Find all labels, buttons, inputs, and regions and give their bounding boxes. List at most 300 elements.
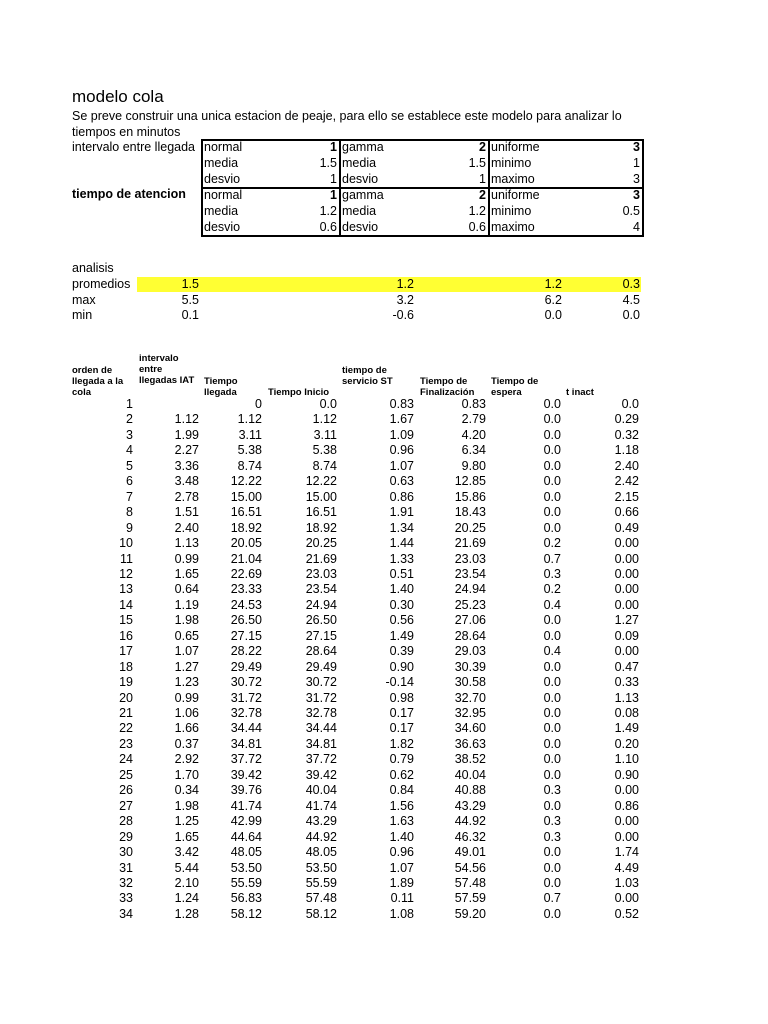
table-cell: 0.00 [614,582,639,597]
table-cell: 1.12 [174,412,199,427]
table-cell: 8 [126,505,133,520]
table-cell: 0.0 [543,659,561,674]
table-cell: 43.29 [305,814,337,829]
table-cell: 58.12 [305,906,337,921]
table-cell: 0.30 [389,597,414,612]
table-cell: 15.00 [230,489,262,504]
table-cell: 39.42 [305,767,337,782]
analysis-value: 1.2 [544,277,562,291]
table-cell: 16.51 [305,505,337,520]
table-cell: 0.0 [543,427,561,442]
table-cell: 0.37 [174,736,199,751]
table-cell: 3.11 [238,427,262,442]
table-cell: 0.0 [543,628,561,643]
table-cell: 0.96 [389,845,414,860]
table-row [0,768,768,784]
table-row [0,799,768,815]
table-cell: 8.74 [312,458,337,473]
table-row [0,721,768,737]
param-value: 1 [330,188,337,202]
table-cell: 41.74 [230,798,262,813]
table-row [0,536,768,552]
table-cell: 0.0 [543,798,561,813]
table-cell: 28.64 [454,628,486,643]
table-cell: 0.0 [543,412,561,427]
param-value: 4 [633,220,640,234]
param-name: minimo [491,156,532,170]
table-cell: 0.98 [389,690,414,705]
table-cell: 0.0 [543,690,561,705]
table-cell: 34.44 [305,721,337,736]
table-cell: 32.95 [454,706,486,720]
table-row [0,397,768,413]
table-cell: 1.07 [389,860,414,875]
table-cell: 1.98 [174,798,199,813]
param-value: 3 [633,172,640,186]
table-row [0,412,768,428]
table-cell: 55.59 [230,875,262,890]
service-label: tiempo de atencion [72,187,186,201]
param-name: minimo [491,204,532,218]
table-cell: 0.34 [174,783,199,798]
param-value: 3 [633,140,640,154]
table-cell: 2.10 [174,875,199,890]
column-header: intervalo entre llegadas IAT [139,353,195,386]
table-cell: 1.10 [614,752,639,767]
param-value: 2 [479,188,486,202]
table-cell: 32 [119,875,133,890]
table-cell: 1.65 [174,566,199,581]
table-cell: 1 [126,397,133,411]
table-cell: 48.05 [230,845,262,860]
param-name: media [342,204,377,218]
param-value: 0.6 [468,220,486,234]
table-cell: 20.25 [454,520,486,535]
table-cell: 0.79 [389,752,414,767]
table-cell: 2.40 [614,458,639,473]
table-cell: 23.54 [305,582,337,597]
table-cell: 30.39 [454,659,486,674]
table-cell: 27 [119,798,133,813]
table-row [0,907,768,923]
param-value: 1 [479,172,486,186]
param-name: media [342,156,377,170]
table-row [0,582,768,598]
table-cell: 15 [119,613,133,628]
table-cell: 2 [126,412,133,427]
table-cell: 3.42 [174,845,199,860]
table-row [0,428,768,444]
table-cell: 0.0 [543,875,561,890]
table-cell: 0.00 [614,891,639,906]
table-cell: 3.36 [174,458,199,473]
table-cell: 0.39 [389,644,414,659]
param-name: desvio [204,220,241,234]
table-cell: 1.74 [614,845,639,860]
param-name: normal [204,188,243,202]
table-cell: 1.67 [389,412,414,427]
table-cell: -0.14 [385,675,414,690]
column-header: Tiempo de espera [491,376,539,398]
table-cell: 0.00 [614,783,639,798]
table-cell: 27.06 [454,613,486,628]
table-row [0,752,768,768]
table-cell: 0.99 [174,690,199,705]
table-cell: 1.03 [614,875,639,890]
table-cell: 12.22 [305,474,337,489]
table-cell: 23 [119,736,133,751]
table-cell: 48.05 [305,845,337,860]
table-cell: 0.65 [174,628,199,643]
table-cell: 0.90 [614,767,639,782]
analysis-row-label: max [72,292,96,307]
table-cell: 0.49 [614,520,639,535]
table-cell: 1.40 [389,582,414,597]
table-cell: 0.86 [614,798,639,813]
table-cell: 2.92 [174,752,199,767]
param-value: 1.5 [319,156,337,170]
table-cell: 1.25 [174,814,199,829]
table-cell: 3 [126,427,133,442]
analysis-value: 4.5 [622,292,640,307]
analysis-value: -0.6 [392,308,414,322]
table-cell: 0.0 [543,489,561,504]
table-cell: 1.49 [389,628,414,643]
table-cell: 0.0 [543,706,561,720]
table-cell: 34.81 [230,736,262,751]
table-row [0,891,768,907]
table-cell: 0.3 [543,566,561,581]
table-cell: 26.50 [230,613,262,628]
table-cell: 2.79 [461,412,486,427]
table-cell: 5 [126,458,133,473]
table-row [0,876,768,892]
table-cell: 1.09 [389,427,414,442]
table-cell: 0.2 [543,536,561,551]
table-cell: 1.70 [174,767,199,782]
table-cell: 0.0 [543,675,561,690]
param-value: 0.5 [622,204,640,218]
table-cell: 0.4 [543,644,561,659]
analysis-value: 0.0 [622,308,640,322]
table-cell: 0.99 [174,551,199,566]
table-cell: 53.50 [305,860,337,875]
table-cell: 15.00 [305,489,337,504]
table-cell: 0.7 [543,891,561,906]
table-cell: 1.51 [174,505,199,520]
table-cell: 0.63 [389,474,414,489]
table-cell: 24.94 [454,582,486,597]
analysis-value: 5.5 [181,292,199,307]
table-cell: 0.3 [543,814,561,829]
table-cell: 0.0 [543,736,561,751]
table-cell: 40.88 [454,783,486,798]
table-cell: 24 [119,752,133,767]
table-cell: 31.72 [230,690,262,705]
table-cell: 0.00 [614,597,639,612]
table-cell: 30.72 [230,675,262,690]
table-cell: 46.32 [454,829,486,844]
table-cell: 0.4 [543,597,561,612]
table-cell: 15.86 [454,489,486,504]
table-cell: 1.91 [389,505,414,520]
column-header: Tiempo de Finalización [420,376,475,398]
table-cell: 1.33 [389,551,414,566]
table-cell: 1.82 [389,736,414,751]
table-row [0,505,768,521]
table-cell: 56.83 [230,891,262,906]
table-cell: 55.59 [305,875,337,890]
table-cell: 0.0 [543,721,561,736]
table-cell: 34.60 [454,721,486,736]
table-cell: 16 [119,628,133,643]
table-cell: 58.12 [230,906,262,921]
table-cell: 20.05 [230,536,262,551]
table-cell: 57.48 [454,875,486,890]
table-cell: 0.2 [543,582,561,597]
table-cell: 38.52 [454,752,486,767]
table-cell: 21.04 [230,551,262,566]
table-cell: 20 [119,690,133,705]
table-cell: 0.0 [543,752,561,767]
table-cell: 1.07 [389,458,414,473]
table-cell: 4.49 [614,860,639,875]
table-cell: 0.56 [389,613,414,628]
table-cell: 57.59 [454,891,486,906]
table-cell: 6 [126,474,133,489]
param-name: maximo [491,220,535,234]
param-name: uniforme [491,188,540,202]
table-cell: 0.90 [389,659,414,674]
param-name: desvio [342,220,379,234]
table-cell: 23.03 [305,566,337,581]
table-cell: 10 [119,536,133,551]
analysis-label: analisis [72,261,114,275]
table-cell: 0.0 [543,505,561,520]
table-cell: 0.11 [390,891,414,906]
analysis-value: 0.1 [181,308,199,322]
table-cell: 40.04 [305,783,337,798]
table-row [0,830,768,846]
table-cell: 20.25 [305,536,337,551]
description-units: tiempos en minutos [72,125,181,139]
param-name: gamma [342,188,384,202]
table-cell: 0.64 [174,582,199,597]
table-cell: 1.28 [174,906,199,921]
analysis-value: 0.3 [622,277,640,291]
table-cell: 2.42 [614,474,639,489]
column-header: orden de llegada a la cola [72,365,124,398]
table-row [0,814,768,830]
table-cell: 0.0 [543,613,561,628]
arrival-label: intervalo entre llegada [72,140,195,154]
table-cell: 3.11 [313,427,337,442]
table-cell: 4.20 [461,427,486,442]
param-name: media [204,156,239,170]
table-row [0,598,768,614]
table-cell: 0.3 [543,783,561,798]
param-value: 1 [330,140,337,154]
table-cell: 1.44 [389,536,414,551]
table-cell: 1.34 [389,520,414,535]
table-cell: 27.15 [230,628,262,643]
table-cell: 44.92 [454,814,486,829]
table-row [0,691,768,707]
table-row [0,490,768,506]
table-cell: 34 [119,906,133,921]
table-row [0,552,768,568]
table-cell: 59.20 [454,906,486,921]
table-cell: 9.80 [461,458,486,473]
table-cell: 30 [119,845,133,860]
table-cell: 28.64 [305,644,337,659]
table-row [0,861,768,877]
table-cell: 1.65 [174,829,199,844]
table-cell: 5.38 [237,443,262,458]
table-cell: 32.78 [305,706,337,720]
table-cell: 1.08 [389,906,414,921]
analysis-value: 6.2 [544,292,562,307]
table-row [0,845,768,861]
table-cell: 1.89 [389,875,414,890]
table-cell: 0.09 [614,628,639,643]
table-cell: 40.04 [454,767,486,782]
table-cell: 39.76 [230,783,262,798]
table-row [0,459,768,475]
param-value: 2 [479,140,486,154]
table-cell: 0.84 [389,783,414,798]
table-cell: 22.69 [230,566,262,581]
table-cell: 30.58 [454,675,486,690]
table-cell: 23.33 [230,582,262,597]
table-cell: 0.86 [389,489,414,504]
table-cell: 4 [126,443,133,458]
table-cell: 29.49 [305,659,337,674]
table-cell: 30.72 [305,675,337,690]
table-cell: 1.99 [174,427,199,442]
table-cell: 1.13 [614,690,639,705]
description: Se preve construir una unica estacion de peaje, para ello se establece este modelo para analizar lo [72,109,622,123]
table-cell: 1.49 [614,721,639,736]
table-cell: 39.42 [230,767,262,782]
table-cell: 0.29 [614,412,639,427]
table-cell: 1.24 [174,891,199,906]
table-cell: 2.27 [174,443,199,458]
table-cell: 8.74 [237,458,262,473]
table-cell: 0.0 [319,397,337,411]
column-header: tiempo de servicio ST [342,365,393,387]
table-row [0,644,768,660]
table-cell: 24.53 [230,597,262,612]
table-cell: 57.48 [305,891,337,906]
table-cell: 1.66 [174,721,199,736]
param-value: 1 [330,172,337,186]
column-header: Tiempo llegada [204,376,238,398]
table-cell: 0.0 [543,906,561,921]
param-value: 0.6 [319,220,337,234]
table-cell: 1.12 [312,412,337,427]
table-cell: 42.99 [230,814,262,829]
table-cell: 2.40 [174,520,199,535]
param-name: media [204,204,239,218]
param-value: 1.5 [468,156,486,170]
analysis-value: 1.5 [181,277,199,291]
table-cell: 18.43 [454,505,486,520]
analysis-value: 0.0 [544,308,562,322]
table-cell: 0.0 [543,860,561,875]
table-cell: 1.27 [614,613,639,628]
analysis-value: 1.2 [396,277,414,291]
table-cell: 0.62 [389,767,414,782]
table-cell: 28 [119,814,133,829]
table-cell: 23.54 [454,566,486,581]
table-cell: 7 [126,489,133,504]
table-cell: 44.64 [230,829,262,844]
table-cell: 13 [119,582,133,597]
table-cell: 32.78 [230,706,262,720]
table-cell: 29 [119,829,133,844]
table-cell: 24.94 [305,597,337,612]
param-name: gamma [342,140,384,154]
table-cell: 0.66 [614,505,639,520]
table-cell: 3.48 [174,474,199,489]
table-cell: 1.27 [174,659,199,674]
table-cell: 5.38 [312,443,337,458]
table-cell: 37.72 [230,752,262,767]
table-cell: 31 [119,860,133,875]
table-cell: 0.0 [543,767,561,782]
table-cell: 36.63 [454,736,486,751]
table-cell: 0.32 [614,427,639,442]
table-cell: 0.00 [614,536,639,551]
table-cell: 0.47 [614,659,639,674]
table-cell: 0.0 [621,397,639,411]
table-cell: 1.56 [389,798,414,813]
table-cell: 0.0 [543,845,561,860]
table-row [0,613,768,629]
table-cell: 31.72 [305,690,337,705]
table-cell: 0.20 [614,736,639,751]
table-cell: 1.18 [614,443,639,458]
table-row [0,783,768,799]
table-cell: 44.92 [305,829,337,844]
table-row [0,443,768,459]
table-cell: 0.00 [614,829,639,844]
table-cell: 9 [126,520,133,535]
param-value: 3 [633,188,640,202]
table-cell: 16.51 [230,505,262,520]
table-cell: 0.17 [389,706,414,720]
table-cell: 34.44 [230,721,262,736]
table-row [0,675,768,691]
column-header: t inact [566,387,594,398]
table-row [0,660,768,676]
table-cell: 21.69 [305,551,337,566]
param-name: desvio [204,172,241,186]
table-cell: 0.0 [543,458,561,473]
table-cell: 28.22 [230,644,262,659]
table-cell: 26.50 [305,613,337,628]
param-name: uniforme [491,140,540,154]
table-cell: 1.12 [237,412,262,427]
table-cell: 21.69 [454,536,486,551]
param-name: desvio [342,172,379,186]
table-cell: 5.44 [174,860,199,875]
table-cell: 1.07 [174,644,199,659]
table-cell: 1.13 [174,536,199,551]
table-cell: 49.01 [454,845,486,860]
table-cell: 6.34 [461,443,486,458]
